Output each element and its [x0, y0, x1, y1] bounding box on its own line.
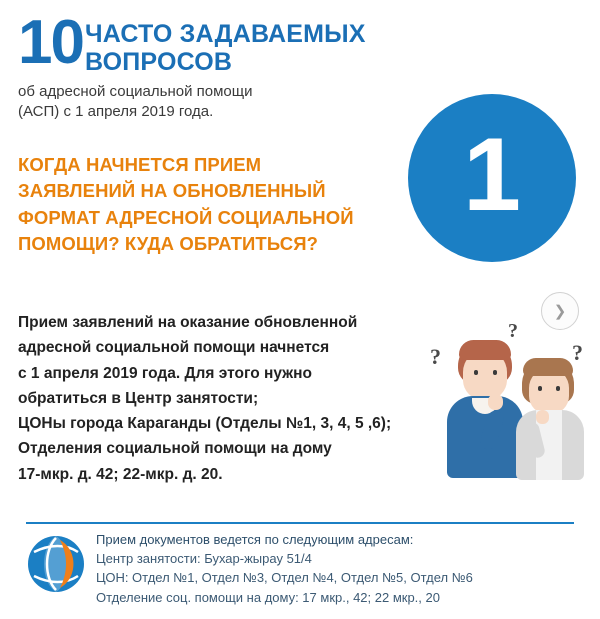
person-right-hand: [536, 410, 549, 424]
person-left-eye-right: [493, 370, 497, 375]
question-number: 1: [463, 117, 521, 233]
person-left-fringe: [459, 340, 511, 360]
title-lines: [85, 20, 366, 76]
person-right-eye-left: [538, 386, 542, 391]
question-line-1: КОГДА НАЧНЕТСЯ ПРИЕМ: [18, 154, 262, 175]
answer-block: [18, 310, 418, 487]
faq-count: 10: [18, 8, 83, 77]
person-right-eye-right: [556, 386, 560, 391]
question-number-badge: [408, 94, 576, 262]
footer-text: [96, 528, 473, 607]
question-mark-icon-3: ?: [572, 340, 583, 365]
footer-line-4: Отделение соц. помощи на дому: 17 мкр., 42; 22 мкр., 20: [96, 589, 440, 605]
question-mark-icon-2: ?: [508, 320, 518, 342]
answer-line-2: адресной социальной помощи начнется: [18, 339, 330, 357]
question-line-2: ЗАЯВЛЕНИЙ НА ОБНОВЛЕННЫЙ: [18, 180, 326, 202]
footer-divider: [26, 522, 574, 524]
person-left-hand: [488, 394, 503, 410]
answer-line-4: обратиться в Центр занятости;: [18, 389, 259, 407]
footer-line-3: ЦОН: Отдел №1, Отдел №3, Отдел №4, Отдел №5, Отдел №6: [96, 570, 473, 586]
question-block: [18, 152, 388, 257]
answer-line-6: Отделения социальной помощи на дому: [18, 440, 332, 458]
answer-line-5: ЦОНы города Караганды (Отделы №1, 3, 4, 5 ,6);: [18, 415, 392, 432]
person-right-fringe: [523, 358, 573, 376]
footer-line-2: Центр занятости: Бухар-жырау 51/4: [96, 551, 312, 567]
header: [18, 8, 398, 123]
footer: [26, 528, 578, 612]
answer-line-7: 17-мкр. д. 42; 22-мкр. д. 20.: [18, 465, 223, 483]
title-row: [18, 8, 398, 77]
subtitle-line-2: (АСП) с 1 апреля 2019 года.: [18, 103, 214, 121]
answer-line-1: Прием заявлений на оказание обновленной: [18, 314, 358, 331]
subtitle-line-1: об адресной социальной помощи: [18, 83, 253, 100]
answer-line-3: с 1 апреля 2019 года. Для этого нужно: [18, 364, 312, 382]
question-line-4: ПОМОЩИ? КУДА ОБРАТИТЬСЯ?: [18, 232, 319, 254]
person-left-eye-left: [474, 370, 478, 375]
people-illustration: [424, 318, 594, 518]
chevron-right-glyph: ❯: [553, 303, 567, 320]
subtitle: [18, 82, 398, 123]
title-line-1: ЧАСТО ЗАДАВАЕМЫХ: [84, 20, 366, 48]
title-line-2: ВОПРОСОВ: [84, 48, 233, 76]
organization-logo-icon: [26, 534, 86, 594]
question-line-3: ФОРМАТ АДРЕСНОЙ СОЦИАЛЬНОЙ: [18, 206, 354, 228]
footer-line-1: Прием документов ведется по следующим адресам:: [96, 532, 414, 547]
question-mark-icon-1: ?: [430, 344, 441, 369]
